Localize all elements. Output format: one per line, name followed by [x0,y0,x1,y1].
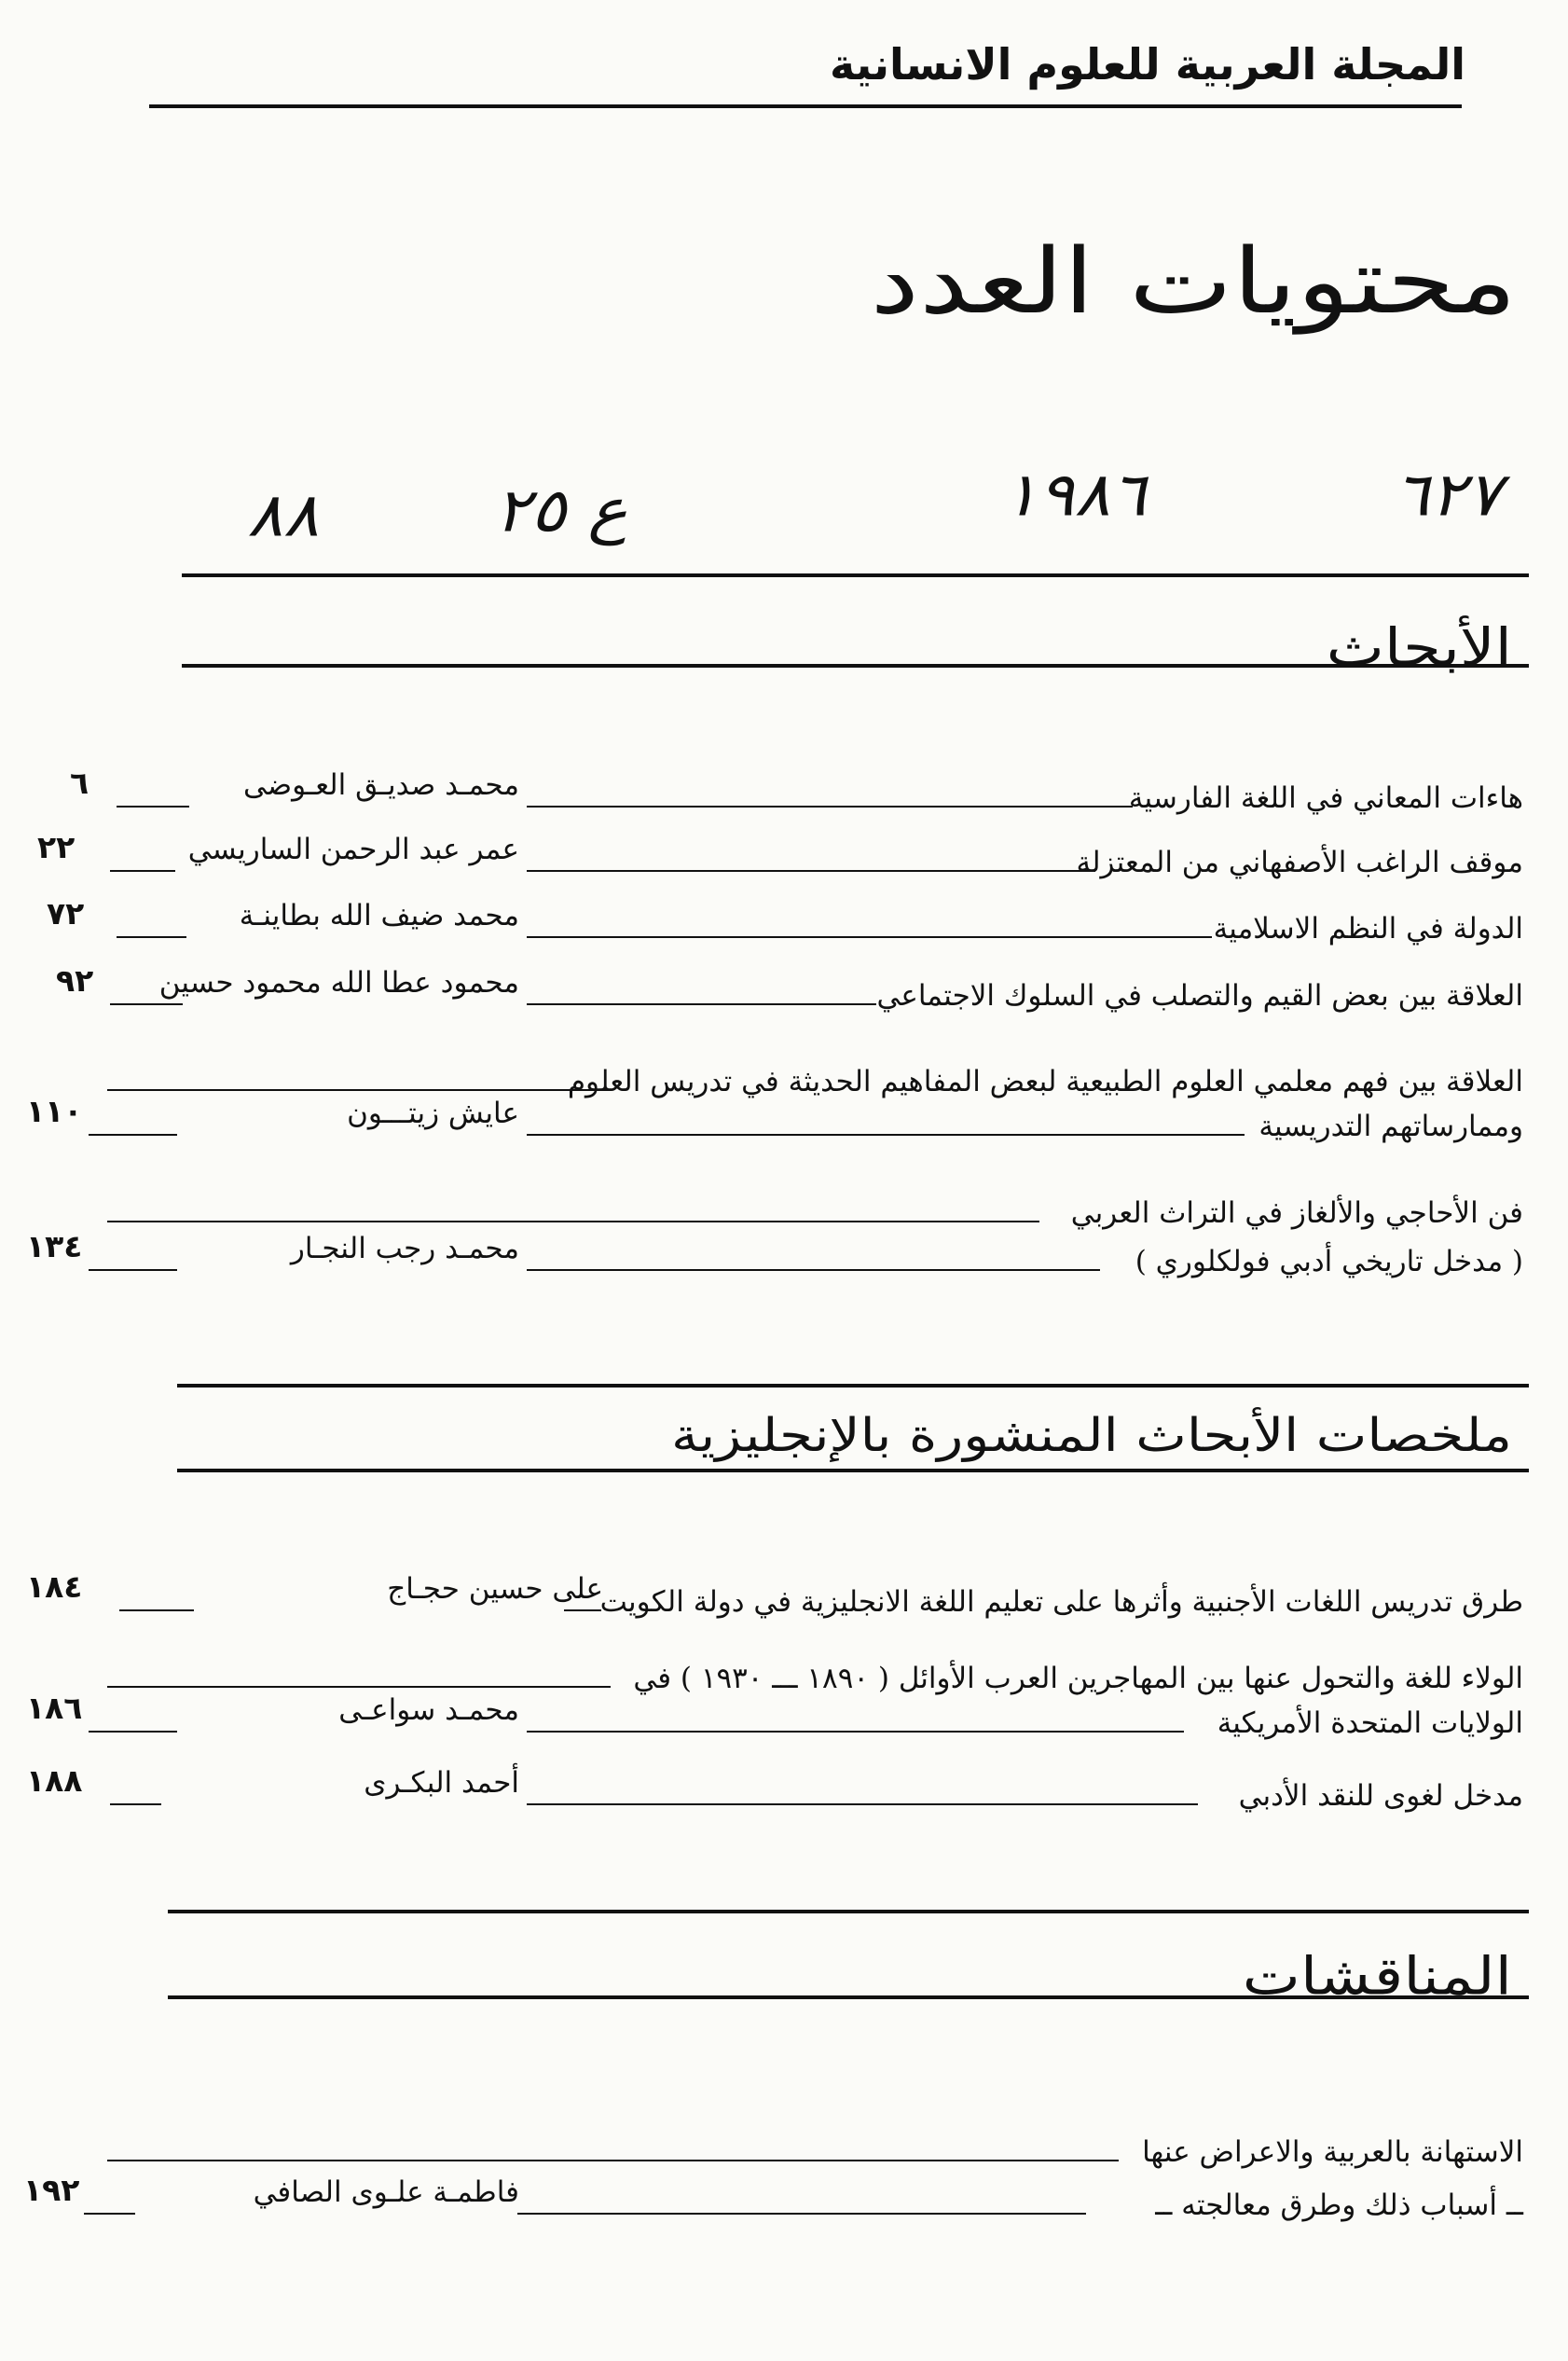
section-heading-abstracts: ملخصات الأبحاث المنشورة بالإنجليزية [671,1408,1512,1462]
toc-entry [0,1228,1568,1301]
leader-line [110,1803,161,1805]
entry-title: الولايات المتحدة الأمريكية [1217,1706,1523,1740]
section-abstracts-top-rule [177,1384,1529,1388]
issue-number: ٦٢٧ [1394,459,1503,530]
toc-entry [0,962,1568,1035]
journal-header: المجلة العربية للعلوم الانسانية [830,39,1465,90]
leader-line [527,1003,876,1005]
entry-author: فاطمـة علـوى الصافي [253,2175,519,2209]
leader-line [107,2160,1119,2161]
toc-entry [0,895,1568,968]
leader-line [527,936,1212,938]
entry-author: محمـد رجب النجـار [290,1232,519,1265]
leader-line [110,870,175,872]
toc-entry [0,1093,1568,1166]
leader-line [117,936,186,938]
entry-author: محمـد صديـق العـوضى [242,768,519,802]
entry-title: فن الأحاجي والألغاز في التراث العربي [1070,1196,1523,1230]
entry-author: محمود عطا الله محمود حسين [158,966,519,1000]
leader-line [110,1003,183,1005]
page-title: محتويات العدد [870,228,1517,335]
entry-title: الاستهانة بالعربية والاعراض عنها [1142,2135,1523,2169]
entry-title: هاءات المعاني في اللغة الفارسية [1128,781,1523,815]
entry-page-number: ٦ [70,765,89,801]
entry-page-number: ١٨٨ [26,1762,83,1799]
toc-entry [0,829,1568,902]
leader-line [527,1803,1198,1805]
toc-entry [0,1762,1568,1835]
toc-entry [0,2135,1568,2191]
section-abstracts-bottom-rule [177,1469,1529,1472]
section-research-bottom-rule [182,664,1529,668]
leader-line [89,1134,177,1136]
entry-author: على حسين حجـاج [387,1572,603,1606]
leader-line [517,2213,1086,2215]
header-divider [149,104,1462,108]
leader-line [527,1134,1245,1136]
issue-pages: ٨٨ [247,479,320,550]
entry-page-number: ١٩٢ [23,2172,80,2208]
entry-page-number: ١٨٤ [26,1568,83,1605]
leader-line [119,1609,194,1611]
leader-line [564,1609,601,1611]
section-discussions-top-rule [168,1910,1529,1913]
entry-page-number: ٢٢ [37,829,76,865]
leader-line [107,1089,611,1091]
leader-line [527,1269,1100,1271]
toc-entry [0,765,1568,837]
entry-page-number: ٧٢ [47,895,85,932]
section-discussions-bottom-rule [168,1995,1529,1999]
entry-title: وممارساتهم التدريسية [1259,1110,1523,1143]
toc-entry [0,1690,1568,1762]
entry-author: أحمد البكـرى [364,1766,519,1800]
leader-line [527,870,1095,872]
leader-line [107,1686,611,1688]
leader-line [527,806,1133,808]
section-heading-discussions: المناقشات [1242,1945,1512,2007]
entry-author: عايش زيتـــون [347,1097,519,1130]
entry-page-number: ١١٠ [26,1093,83,1129]
entry-author: عمر عبد الرحمن الساريسي [187,833,519,866]
entry-title: الدولة في النظم الاسلامية [1213,912,1523,946]
entry-title: العلاقة بين فهم معلمي العلوم الطبيعية لبعض المفاهيم الحديثة في تدريس العلوم [567,1065,1523,1098]
entry-title: ــ أسباب ذلك وطرق معالجته ــ [1155,2188,1523,2222]
entry-page-number: ٩٢ [56,962,94,999]
entry-author: محمـد سواعـى [338,1693,519,1727]
leader-line [527,1731,1184,1733]
entry-title: طرق تدريس اللغات الأجنبية وأثرها على تعليم اللغة الانجليزية في دولة الكويت [599,1585,1523,1619]
leader-line [117,806,189,808]
entry-author: محمد ضيف الله بطاينـة [239,899,519,932]
section-research-top-rule [182,573,1529,577]
toc-entry [0,2172,1568,2244]
entry-page-number: ١٣٤ [26,1228,83,1264]
leader-line [107,1221,1039,1222]
issue-volume: ع ٢٥ [494,475,628,545]
toc-entry [0,1196,1568,1252]
leader-line [89,1731,177,1733]
leader-line [89,1269,177,1271]
entry-title: موقف الراغب الأصفهاني من المعتزلة [1076,846,1523,879]
entry-page-number: ١٨٦ [26,1690,83,1726]
entry-title: مدخل لغوى للنقد الأدبي [1238,1779,1523,1813]
entry-title: العلاقة بين بعض القيم والتصلب في السلوك الاجتماعي [876,979,1523,1013]
entry-title: ( مدخل تاريخي أدبي فولكلوري ) [1135,1245,1523,1278]
issue-year: ١٩٨٦ [1002,459,1147,530]
leader-line [84,2213,135,2215]
toc-entry [0,1568,1568,1641]
entry-title: الولاء للغة والتحول عنها بين المهاجرين العرب الأوائل ( ١٨٩٠ ـــ ١٩٣٠ ) في [633,1662,1523,1695]
section-heading-research: الأبحاث [1326,616,1512,678]
